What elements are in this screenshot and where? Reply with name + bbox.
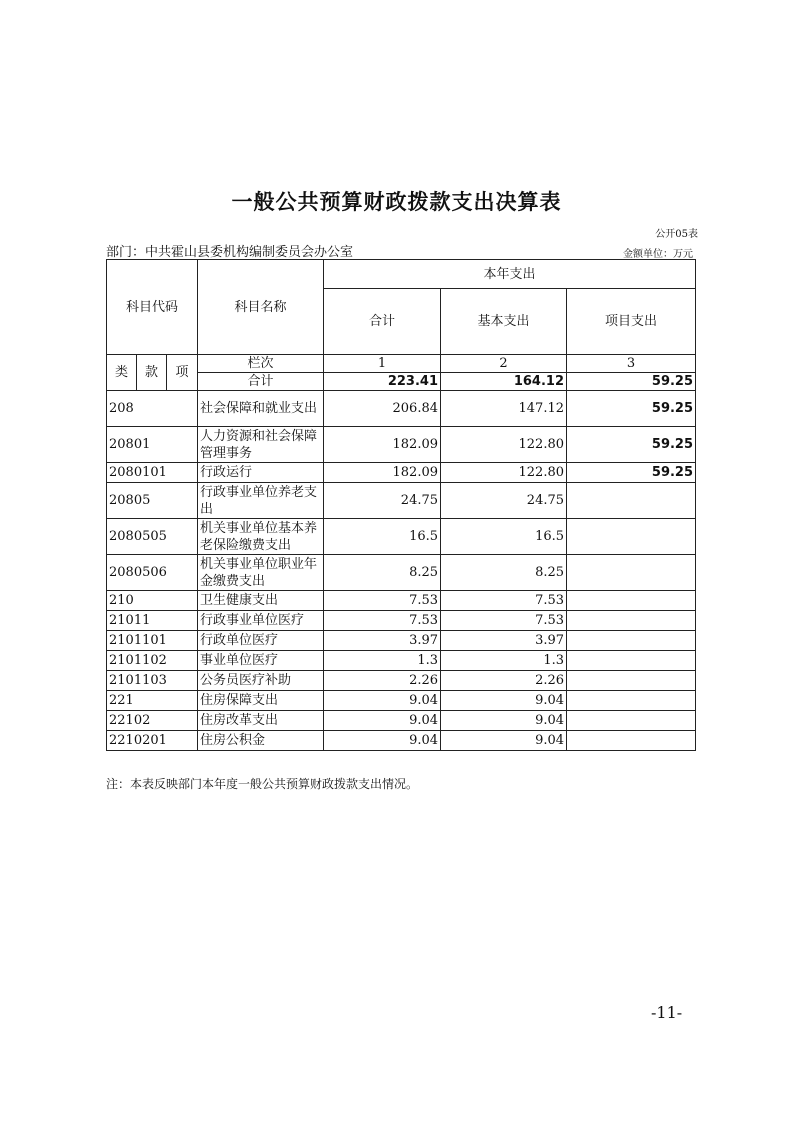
table-number: 公开05表: [655, 229, 698, 240]
row-total: 206.84: [324, 391, 441, 427]
row-code: 2101103: [107, 671, 198, 691]
table-row: [107, 591, 696, 611]
header-lei: 类: [107, 355, 137, 391]
row-project: [567, 611, 696, 631]
row-code: 2101101: [107, 631, 198, 651]
row-code: 2080101: [107, 463, 198, 483]
row-name: 住房改革支出: [198, 711, 324, 731]
table-row: [107, 391, 696, 427]
row-total: 3.97: [324, 631, 441, 651]
row-basic: 1.3: [441, 651, 567, 671]
footnote: 注：本表反映部门本年度一般公共预算财政拨款支出情况。: [106, 777, 419, 791]
row-total: 7.53: [324, 611, 441, 631]
row-total: 24.75: [324, 483, 441, 519]
header-col3: 3: [567, 355, 696, 373]
header-col1: 1: [324, 355, 441, 373]
row-name: 行政事业单位医疗: [198, 611, 324, 631]
row-project: 59.25: [567, 427, 696, 463]
amount-unit: 金额单位：万元: [623, 249, 693, 260]
header-basic: 基本支出: [441, 289, 567, 355]
row-total: 16.5: [324, 519, 441, 555]
table-row: [107, 519, 696, 555]
row-basic: 3.97: [441, 631, 567, 651]
table-row: [107, 651, 696, 671]
row-project: [567, 711, 696, 731]
row-total: 8.25: [324, 555, 441, 591]
row-name: 人力资源和社会保障管理事务: [198, 427, 324, 463]
row-project: [567, 671, 696, 691]
table-row: [107, 671, 696, 691]
header-xiang: 项: [167, 355, 198, 391]
row-code: 221: [107, 691, 198, 711]
row-code: 21011: [107, 611, 198, 631]
row-total: 9.04: [324, 711, 441, 731]
row-code: 22102: [107, 711, 198, 731]
row-name: 行政运行: [198, 463, 324, 483]
row-project: [567, 555, 696, 591]
table-row: [107, 427, 696, 463]
row-name: 事业单位医疗: [198, 651, 324, 671]
sum-total: 223.41: [324, 373, 441, 391]
row-basic: 7.53: [441, 591, 567, 611]
row-basic: 24.75: [441, 483, 567, 519]
table-row: [107, 483, 696, 519]
header-code: 科目代码: [107, 260, 198, 355]
table-row: [107, 691, 696, 711]
row-code: 2101102: [107, 651, 198, 671]
header-project: 项目支出: [567, 289, 696, 355]
expenditure-table: [106, 259, 696, 751]
sum-basic: 164.12: [441, 373, 567, 391]
sum-project: 59.25: [567, 373, 696, 391]
row-basic: 9.04: [441, 711, 567, 731]
row-basic: 16.5: [441, 519, 567, 555]
row-code: 2080506: [107, 555, 198, 591]
page-title: 一般公共预算财政拨款支出决算表: [231, 190, 562, 214]
row-total: 7.53: [324, 591, 441, 611]
row-name: 住房公积金: [198, 731, 324, 751]
row-project: [567, 519, 696, 555]
row-code: 2080505: [107, 519, 198, 555]
row-total: 182.09: [324, 463, 441, 483]
table-row: [107, 555, 696, 591]
row-project: 59.25: [567, 463, 696, 483]
table-row: [107, 463, 696, 483]
header-total: 合计: [324, 289, 441, 355]
row-name: 社会保障和就业支出: [198, 391, 324, 427]
header-lanci: 栏次: [198, 355, 324, 373]
row-code: 20805: [107, 483, 198, 519]
row-code: 210: [107, 591, 198, 611]
table-row: [107, 611, 696, 631]
row-project: 59.25: [567, 391, 696, 427]
row-project: [567, 691, 696, 711]
header-kuan: 款: [137, 355, 167, 391]
row-code: 2210201: [107, 731, 198, 751]
row-basic: 2.26: [441, 671, 567, 691]
row-basic: 9.04: [441, 691, 567, 711]
header-name: 科目名称: [198, 260, 324, 355]
table-row: [107, 731, 696, 751]
row-basic: 122.80: [441, 463, 567, 483]
row-name: 住房保障支出: [198, 691, 324, 711]
row-name: 公务员医疗补助: [198, 671, 324, 691]
row-basic: 147.12: [441, 391, 567, 427]
header-col2: 2: [441, 355, 567, 373]
row-name: 卫生健康支出: [198, 591, 324, 611]
row-name: 机关事业单位职业年金缴费支出: [198, 555, 324, 591]
row-basic: 7.53: [441, 611, 567, 631]
row-code: 20801: [107, 427, 198, 463]
row-project: [567, 631, 696, 651]
row-project: [567, 591, 696, 611]
page-number: -11-: [651, 1003, 683, 1022]
table-row: [107, 631, 696, 651]
row-total: 2.26: [324, 671, 441, 691]
department-label: 部门：中共霍山县委机构编制委员会办公室: [106, 245, 354, 260]
row-total: 9.04: [324, 731, 441, 751]
row-basic: 9.04: [441, 731, 567, 751]
row-name: 机关事业单位基本养老保险缴费支出: [198, 519, 324, 555]
row-name: 行政单位医疗: [198, 631, 324, 651]
row-project: [567, 651, 696, 671]
table-row: [107, 711, 696, 731]
row-total: 1.3: [324, 651, 441, 671]
row-name: 行政事业单位养老支出: [198, 483, 324, 519]
row-project: [567, 731, 696, 751]
row-code: 208: [107, 391, 198, 427]
sum-label: 合计: [198, 373, 324, 391]
row-total: 182.09: [324, 427, 441, 463]
row-total: 9.04: [324, 691, 441, 711]
row-basic: 122.80: [441, 427, 567, 463]
header-this-year: 本年支出: [324, 260, 696, 289]
row-project: [567, 483, 696, 519]
row-basic: 8.25: [441, 555, 567, 591]
